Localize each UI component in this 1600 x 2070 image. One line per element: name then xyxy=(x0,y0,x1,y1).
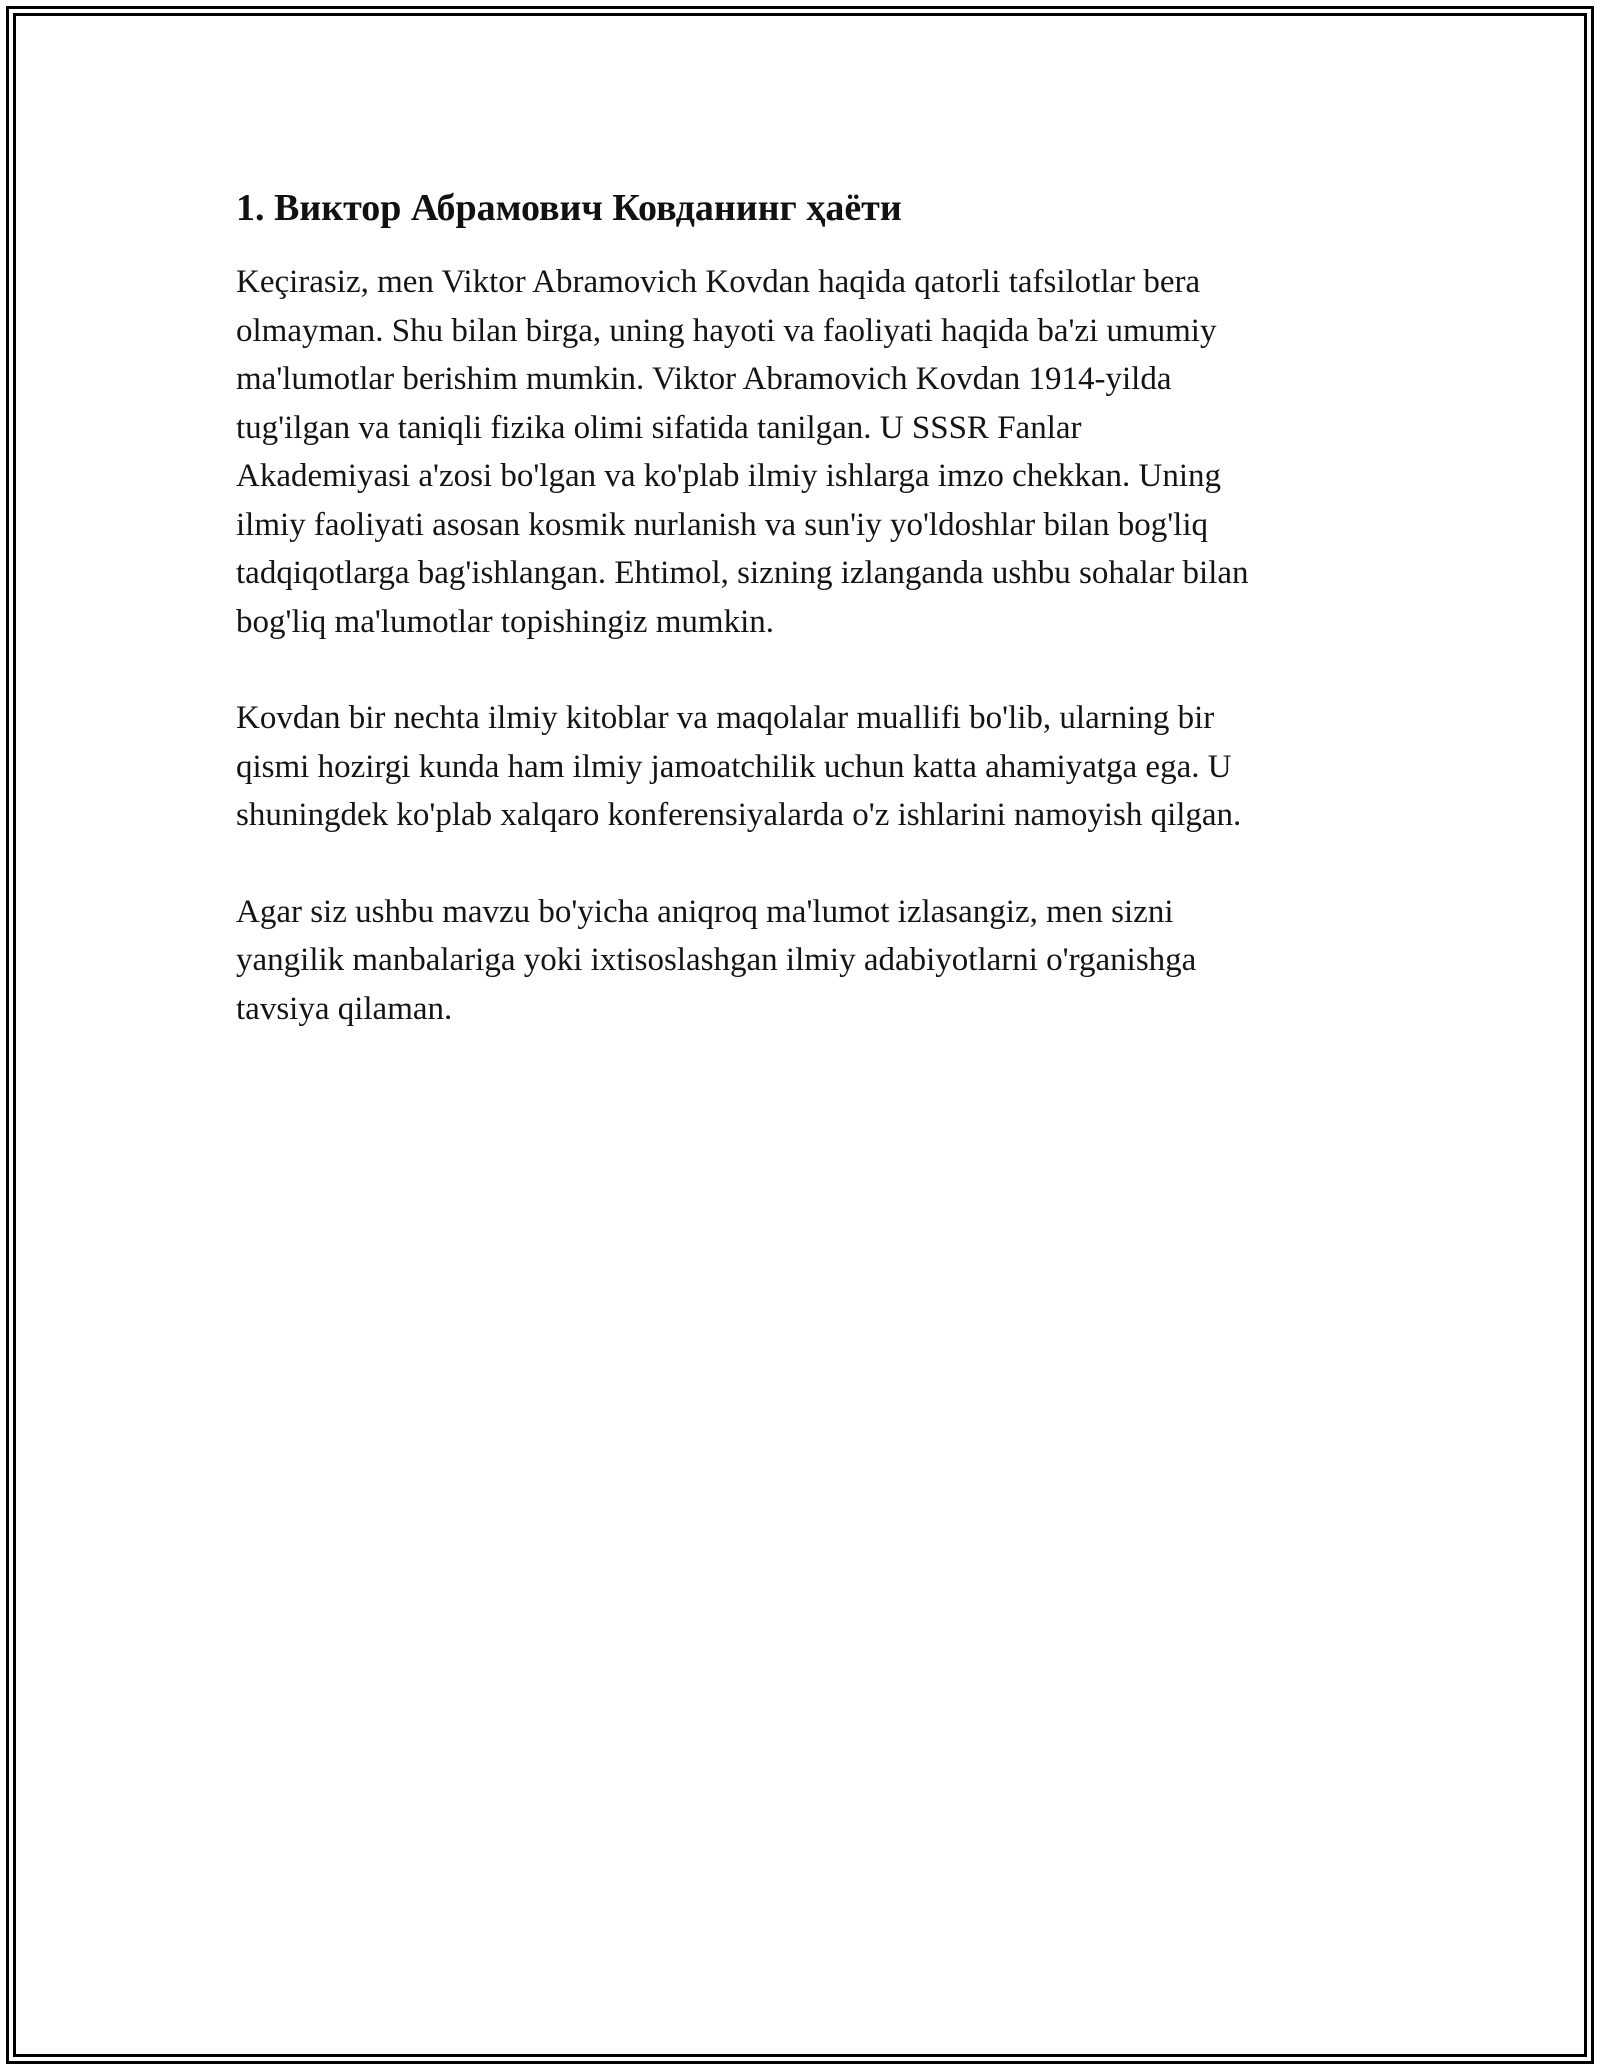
paragraph-intro: Keçirasiz, men Viktor Abramovich Kovdan haqida qatorli tafsilotlar bera olmayman. Shu bilan birga, uning hayoti va faoliyati haqida ba'zi umumiy ma'lumotlar berishim mumkin. Viktor Abramovich Kovdan 1914-yilda tug'ilgan va taniqli fizika olimi sifatida tanilgan. U SSSR Fanlar Akademiyasi a'zosi bo'lgan va ko'plab ilmiy ishlarga imzo chekkan. Uning ilmiy faoliyati asosan kosmik nurlanish va sun'iy yo'ldoshlar bilan bog'liq tadqiqotlarga bag'ishlangan. Ehtimol, sizning izlanganda ushbu sohalar bilan bog'liq ma'lumotlar topishingiz mumkin. xyxy=(236,264,1249,640)
paragraph-recommendation: Agar siz ushbu mavzu bo'yicha aniqroq ma'lumot izlasangiz, men sizni yangilik manbalariga yoki ixtisoslashgan ilmiy adabiyotlarni o'rganishga tavsiya qilaman. xyxy=(236,893,1197,1027)
section-heading: 1. Виктор Абрамович Ковданинг ҳаёти xyxy=(236,187,902,229)
document-body xyxy=(236,184,1376,1081)
paragraph-publications: Kovdan bir nechta ilmiy kitoblar va maqolalar muallifi bo'lib, ularning bir qismi hozirgi kunda ham ilmiy jamoatchilik uchun katta ahamiyatga ega. U shuningdek ko'plab xalqaro konferensiyalarda o'z ishlarini namoyish qilgan. xyxy=(236,700,1242,833)
